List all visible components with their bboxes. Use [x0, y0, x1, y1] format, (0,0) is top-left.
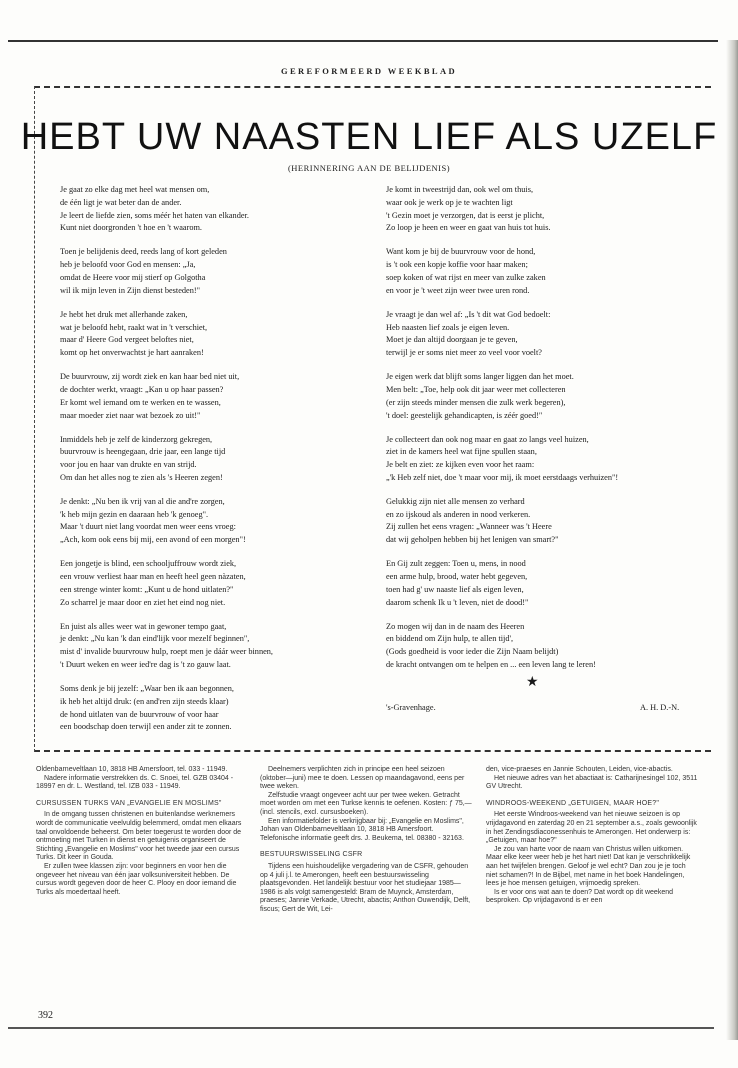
poem-line: maar d' Heere God vergeet beloftes niet, [60, 335, 194, 345]
paragraph: Zelfstudie vraagt ongeveer acht uur per twee weken. Getracht moet worden om met een Turkse kennis te oefenen. Kosten: ƒ 75,— (incl. stencils, excl. cursusboeken). [260, 791, 472, 816]
poem-line: omdat de Heere voor mij stierf op Golgotha [60, 272, 206, 282]
star-ornament: ★ [526, 675, 539, 690]
page-number: 392 [38, 1010, 53, 1021]
poem-line: voor jou en haar van drukte en van strijd. [60, 460, 197, 470]
paragraph: Deelnemers verplichten zich in principe een heel seizoen (oktober—juni) mee te doen. Lessen op maandagavond, eens per twee weken. [260, 766, 465, 791]
section-heading: BESTUURSWISSELING CSFR [260, 851, 363, 859]
section-heading: WINDROOS-WEEKEND „GETUIGEN, MAAR HOE?" [486, 799, 660, 807]
poem-stanza [60, 496, 360, 547]
poem-line: de hond uitlaten van de buurvrouw of voor haar [60, 709, 219, 719]
poem-line: wil ik mijn leven in Zijn dienst besteden!" [60, 285, 201, 295]
poem-stanza [386, 184, 704, 235]
paragraph: Je zou van harte voor de naam van Christus willen uitkomen. Maar elke keer weer heb je het hart niet! Dat kan je verschrikkelijk aan het twijfelen brengen. Geloof je wel echt? Dan zou je je toch niet schamen?! In de Bijbel, met name in het boek Handelingen, lees je hoe mensen getuigen, vrijmoedig spreken. [486, 845, 691, 888]
poem-line: toen had g' uw naaste lief als eigen leven, [386, 584, 524, 594]
poem-line: Soms denk je bij jezelf: „Waar ben ik aan begonnen, [60, 684, 234, 693]
poem-line: Zo mogen wij dan in de naam des Heeren [386, 621, 525, 631]
poem-line: „Ach, kom ook eens bij mij, een avond of een morgen"! [60, 535, 246, 545]
paragraph: Het eerste Windroos-weekend van het nieuwe seizoen is op vrijdagavond en zaterdag 20 en 21 september a.s., zoals gewoonlijk in het Zendingsdiaconessenhuis te Amerongen. Het onderwerp is: „Getuigen, maar hoe?" [486, 811, 697, 845]
paragraph: Tijdens een huishoudelijke vergadering van de CSFR, gehouden op 4 juli j.l. te Amerongen, heeft een bestuurswisseling plaatsgevonden. Het landelijk bestuur voor het studiejaar 1985—1986 is als volgt samengesteld: Bram de Muynck, Amsterdam, praeses; Jannie Verkade, Utrecht, abactis; Anthon Ouwendijk, Delft, fiscus; Gert de Wit, Lei- [260, 862, 471, 913]
poem-line: Om dan het alles nog te zien als 's Heeren zegen! [60, 472, 223, 482]
poem-line: Er komt wel iemand om te werken en te wassen, [60, 397, 221, 407]
poem-line: ik heb het altijd druk: (en and'ren zijn steeds klaar) [60, 696, 229, 706]
poem-line: Je denkt: „Nu ben ik vrij van al die and're zorgen, [60, 496, 225, 506]
poem-place: 's-Gravenhage. [386, 703, 436, 712]
poem-stanza [60, 309, 360, 360]
poem-stanza [386, 434, 704, 485]
poem-line: En Gij zult zeggen: Toen u, mens, in nood [386, 559, 526, 569]
poem-line: een arme hulp, brood, water hebt gegeven, [386, 572, 528, 582]
poem-stanza [60, 558, 360, 609]
poem-line: Kunt niet doorgronden 't hoe en 't waarom. [60, 223, 203, 233]
poem-line: (er zijn steeds minder mensen die zulk werk begeren), [386, 397, 566, 407]
poem-line: Toen je belijdenis deed, reeds lang of kort geleden [60, 247, 227, 257]
poem-line: en zo ijskoud als anderen in nood verkeren. [386, 509, 531, 519]
paragraph: den, vice-praeses en Jannie Schouten, Leiden, vice-abactis. [486, 766, 673, 773]
poem-stanza [60, 371, 360, 422]
poem-line: mist d' invalide buurvrouw hulp, roept men je dáár weer binnen, [60, 647, 274, 657]
poem-line: de kracht ontvangen om te helpen en ... een leven lang te leren! [386, 660, 596, 670]
poem-line: Je vraagt je dan wel af: „Is 't dit wat God bedoelt: [386, 309, 551, 319]
poem-line: (Gods goedheid is voor ieder die Zijn Naam belijdt) [386, 647, 559, 657]
poem-line: De buurvrouw, zij wordt ziek en kan haar bed niet uit, [60, 372, 240, 382]
poem-left-column [60, 184, 360, 745]
poem-line: daarom schenk Ik u 't leven, niet de dood!" [386, 597, 529, 607]
poem-line: Je gaat zo elke dag met heel wat mensen om, [60, 185, 210, 194]
poem-stanza [60, 434, 360, 485]
poem-stanza [386, 246, 704, 297]
poem-stanza [60, 621, 360, 672]
poem-line: Heb naasten lief zoals je eigen leven. [386, 322, 510, 332]
paragraph: In de omgang tussen christenen en buitenlandse werknemers wordt de communicatie veelvuldig belemmerd, omdat men elkaars taal onvoldoende beheerst. Om beter toegerust te worden door de ontmoeting met Turken in dienst en getuigenis organiseert de Stichting „Evangelie en Moslims" voor het tweede jaar een cursus Turks. Dit keer in Gouda. [36, 811, 242, 862]
top-rule [8, 40, 718, 42]
poem-line: waar ook je werk op je te wachten ligt [386, 197, 513, 207]
poem-line: Je komt in tweestrijd dan, ook wel om thuis, [386, 185, 534, 194]
poem-line: soep koken of wat rijst en meer van zulke zaken [386, 272, 546, 282]
poem-stanza [386, 496, 704, 547]
poem-line: maar moeder ziet naar wat bezoek zo uit!" [60, 410, 201, 420]
poem-line: en biddend om Zijn hulp, te allen tijd', [386, 634, 514, 644]
poem-line: Zo loop je heen en weer en gaat van huis tot huis. [386, 223, 551, 233]
poem-author: A. H. D.-N. [640, 703, 680, 712]
poem-line: een boodschap doen terwijl een ander zit te zonnen. [60, 722, 232, 732]
poem-line: Moet je dan altijd doorgaan je te geven, [386, 335, 518, 345]
poem-line: Een jongetje is blind, een schooljuffrouw wordt ziek, [60, 559, 237, 569]
poem-line: „'k Heb zelf niet, doe 't maar voor mij, ik moet eerstdaags verhuizen"! [386, 472, 619, 482]
poem-line: ziet in de kamers heel wat fijne spullen staan, [386, 447, 537, 457]
article-column-1 [36, 766, 246, 897]
poem-line: wat je beloofd hebt, raakt wat in 't verschiet, [60, 322, 208, 332]
section-heading: CURSUSSEN TURKS VAN „EVANGELIE EN MOSLIMS" [36, 799, 222, 807]
poem-line: is 't ook een kopje koffie voor haar maken; [386, 260, 528, 270]
poem-line: buurvrouw is heengegaan, drie jaar, een lange tijd [60, 447, 226, 457]
poem-line: En juist als alles weer wat in gewoner tempo gaat, [60, 621, 227, 631]
poem-stanza [60, 246, 360, 297]
poem-line: de één ligt je wat beter dan de ander. [60, 197, 182, 207]
poem-line: Je hebt het druk met allerhande zaken, [60, 309, 188, 319]
poem-line: je denkt: „Nu kan 'k dan eind'lijk voor mezelf beginnen", [60, 634, 250, 644]
bottom-rule [8, 1027, 714, 1029]
poem-line: Inmiddels heb je zelf de kinderzorg gekregen, [60, 434, 213, 444]
poem-line: Je eigen werk dat blijft soms langer liggen dan het moet. [386, 372, 574, 382]
poem-line: 't doel: geestelijk gehandicapten, is zéér goed!" [386, 410, 543, 420]
poem-line: dat wij geholpen hebben bij het lenigen van smart?" [386, 535, 559, 545]
paragraph: Er zullen twee klassen zijn: voor beginners en voor hen die ongeveer het niveau van één jaar volksuniversiteit hebben. De cursus wordt gegeven door de heer C. Plooy en door iemand die Turks als moedertaal heeft. [36, 862, 237, 896]
poem-title: HEBT UW NAASTEN LIEF ALS UZELF [20, 116, 718, 158]
poem-line: een strenge winter komt: „Kunt u de hond uitlaten?" [60, 584, 234, 594]
poem-stanza [60, 184, 360, 235]
poem-line: Je leert de liefde zien, soms méér het haten van elkander. [60, 210, 249, 220]
poem-stanza [386, 371, 704, 422]
poem-line: 't Gezin moet je verzorgen, dat is eerst je plicht, [386, 210, 545, 220]
article-column-3 [486, 766, 698, 906]
poem-line: Men belt: „Toe, help ook dit jaar weer met collecteren [386, 384, 566, 394]
poem-line: een vrouw verliest haar man en heeft heel geen nàzaten, [60, 572, 246, 582]
poem-line: Maar 't duurt niet lang voordat men weer eens vroeg: [60, 522, 236, 532]
poem-line: 't Duurt weken en weer ied're dag is 't zo gauw laat. [60, 660, 231, 670]
poem-line: Je belt en ziet: ze kijken even voor het raam: [386, 460, 535, 470]
paragraph: Het nieuwe adres van het abactiaat is: Catharijnesingel 102, 3511 GV Utrecht. [486, 774, 698, 791]
poem-line: Zij zullen het eens vragen: „Wanneer was 't Heere [386, 522, 552, 532]
poem-line: Zo scharrel je maar door en ziet het eind nog niet. [60, 597, 226, 607]
paragraph: Oldenbarneveltlaan 10, 3818 HB Amersfoort, tel. 033 - 11949. [36, 766, 228, 773]
poem-line: Je collecteert dan ook nog maar en gaat zo langs veel huizen, [386, 434, 589, 444]
paragraph: Een informatiefolder is verkrijgbaar bij: „Evangelie en Moslims", Johan van Oldenbarneveltlaan 10, 3818 HB Amersfoort. Telefonische informatie geeft drs. J. Beukema, tel. 08380 - 32163. [260, 817, 464, 842]
poem-right-column [386, 184, 704, 683]
page-edge-shadow [726, 40, 738, 1040]
publication-header: GEREFORMEERD WEEKBLAD [280, 66, 458, 76]
poem-line: Want kom je bij de buurvrouw voor de hond, [386, 247, 536, 257]
poem-line: 'k heb mijn gezin en daaraan heb 'k genoeg". [60, 509, 209, 519]
poem-stanza [386, 558, 704, 609]
poem-subtitle: (HERINNERING AAN DE BELIJDENIS) [287, 163, 451, 173]
poem-line: terwijl je er soms niet meer zo veel voor voelt? [386, 348, 542, 358]
paragraph: Is er voor ons wat aan te doen? Dat wordt op dit weekend besproken. Op vrijdagavond is er een [486, 888, 673, 905]
poem-line: de dochter werkt, vraagt: „Kan u op haar passen? [60, 384, 224, 394]
poem-stanza [386, 309, 704, 360]
poem-line: komt op het onverwachtst je hart aanraken! [60, 348, 204, 358]
poem-line: en voor je 't weet zijn weer twee uren rond. [386, 285, 530, 295]
poem-line: Gelukkig zijn niet alle mensen zo verhard [386, 496, 525, 506]
poem-line: heb je beloofd voor God en mensen: „Ja, [60, 260, 196, 270]
paragraph: Nadere informatie verstrekken ds. C. Snoei, tel. GZB 03404 - 18997 en dr. L. Westland, tel. IZB 033 - 11949. [36, 774, 234, 791]
poem-stanza [60, 683, 360, 734]
poem-stanza [386, 621, 704, 672]
article-column-2 [260, 766, 472, 915]
